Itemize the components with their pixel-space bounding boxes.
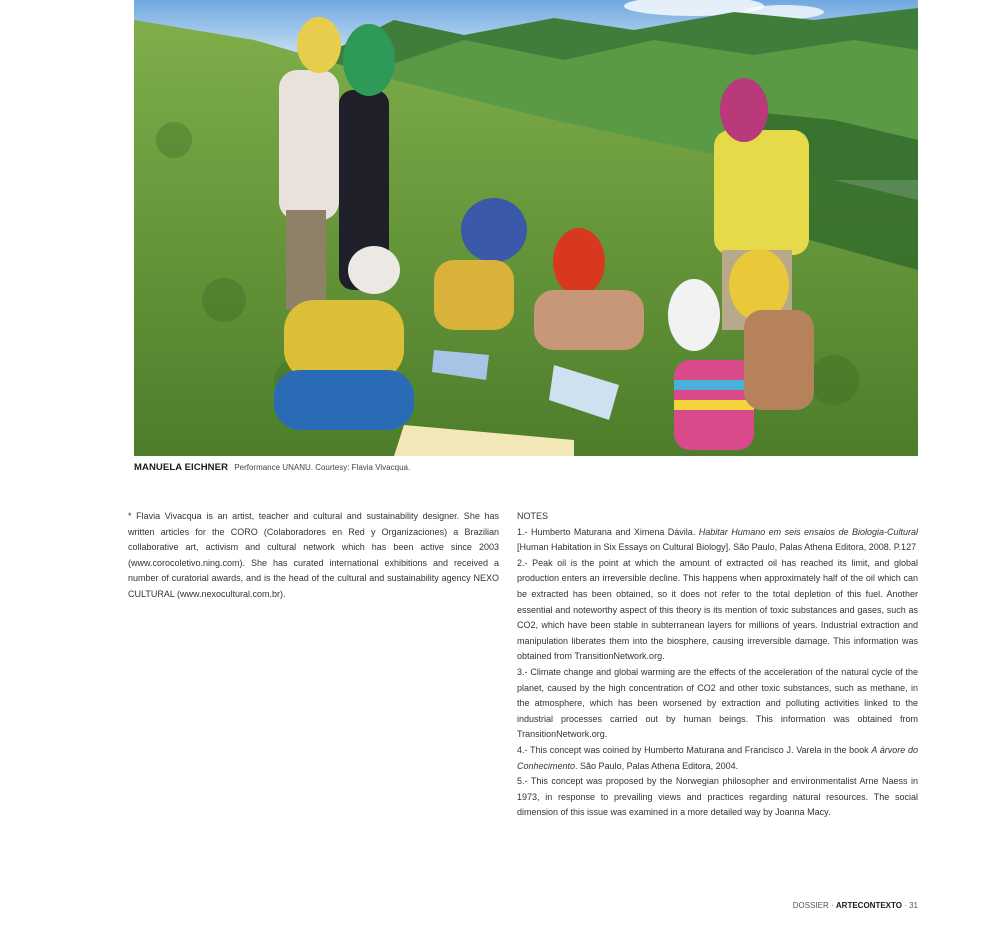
notes-heading: NOTES xyxy=(517,511,549,521)
note-1 xyxy=(517,525,918,556)
caption-artist-name: MANUELA EICHNER xyxy=(134,462,229,473)
note-4-tail: . São Paulo, Palas Athena Editora, 2004. xyxy=(575,760,739,771)
note-1-title: Habitar Humano em seis ensaios de Biologia-Cultural xyxy=(698,526,918,537)
note-4-title: A árvore do Conhecimento xyxy=(517,744,918,771)
notes-section xyxy=(517,509,918,821)
page-footer xyxy=(793,901,918,910)
note-2: 2.- Peak oil is the point at which the amount of extracted oil has reached its limit, and global production enters an irreversible decline. This happens when approximately half of the oil which can be extracted has been obtained, so it does not refer to the total depletion of this fuel. Another essential and noteworthy aspect of this theory is its mention of toxic substances and gases, such as CO2, which have been stable in subterranean layers for millions of years. Industrial extraction and manipulation liberates them into the biosphere, causing irreversible damage. This information was obtained from TransitionNetwork.org. xyxy=(517,557,918,662)
author-bio: * Flavia Vivacqua is an artist, teacher and cultural and sustainability designer. She has written articles for the CORO (Colaboradores en Red y Organizaciones) a Brazilian collaborative art, activism and cultural network which has been active since 2003 (www.corocoletivo.ning.com). She has curated international exhibitions and received a number of curatorial awards, and is the head of the cultural and sustainability agency NEXO CULTURAL (www.nexocultural.com.br). xyxy=(128,511,499,599)
footer-magazine: ARTECONTEXTO xyxy=(835,901,902,910)
note-5: 5.- This concept was proposed by the Norwegian philosopher and environmentalist Arne Naess in 1973, in response to prevailing views and practices regarding natural resources. The social dimension of this issue was examined in a more detailed way by Joanna Macy. xyxy=(517,776,918,818)
photo-caption xyxy=(134,462,918,473)
note-1-tail: [Human Habitation in Six Essays on Cultural Biology]. São Paulo, Palas Athena Editora, 2008. P.127 xyxy=(517,542,917,553)
note-4 xyxy=(517,743,918,774)
note-3: 3.- Climate change and global warming are the effects of the acceleration of the natural cycle of the planet, caused by the high concentration of CO2 and other toxic substances, such as methane, in the atmosphere, which has been worsened by extraction and polluting activities linked to the industrial processes carried out by human beings. This information was obtained from TransitionNetwork.org. xyxy=(517,666,918,740)
note-1-lead: 1.- Humberto Maturana and Ximena Dávila. xyxy=(517,526,699,537)
footer-section: DOSSIER · xyxy=(792,901,836,910)
performance-photo xyxy=(134,0,918,456)
footer-page-number: · 31 xyxy=(901,901,918,910)
photo-illustration xyxy=(134,0,918,456)
caption-text: Performance UNANU. Courtesy: Flavia Vivacqua. xyxy=(234,463,411,472)
note-4-lead: 4.- This concept was coined by Humberto Maturana and Francisco J. Varela in the book xyxy=(517,744,872,755)
